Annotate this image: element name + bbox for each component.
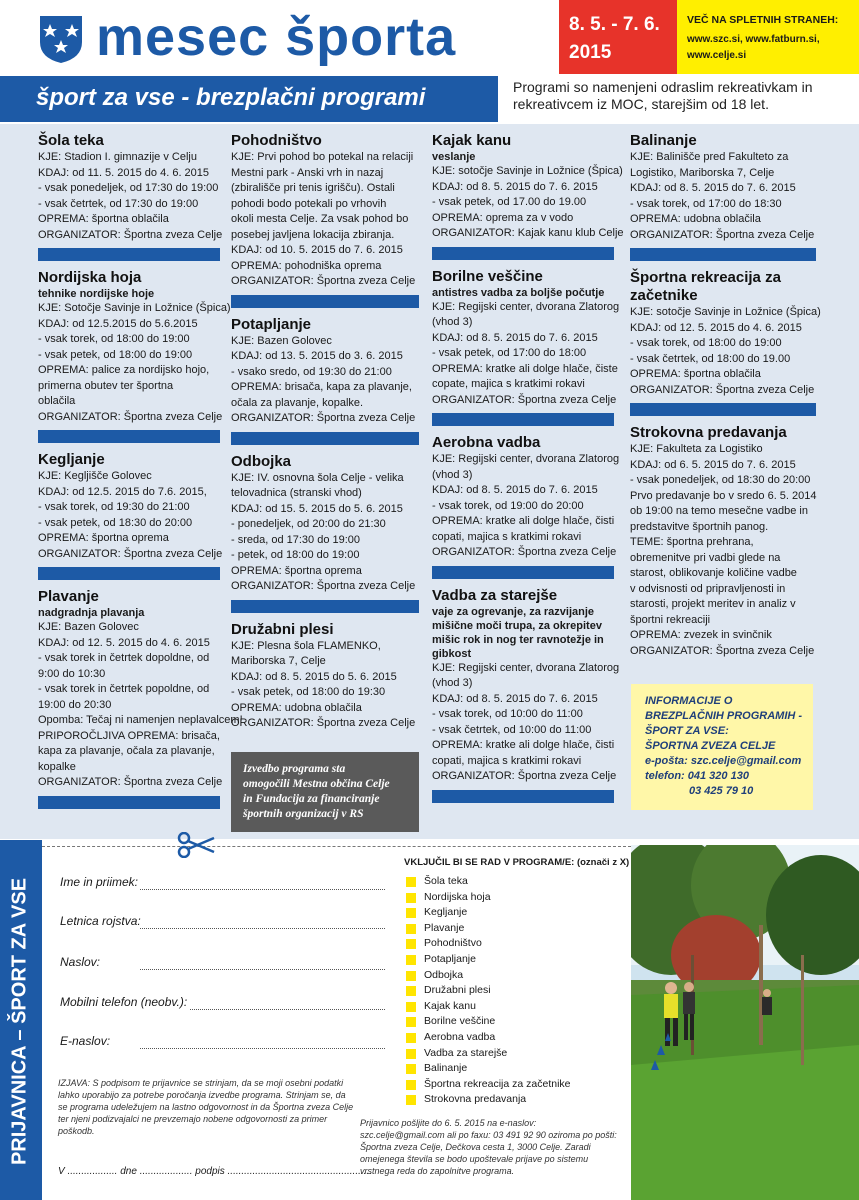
program-detail: ob 19:00 na temo mesečne vadbe in [630,505,808,517]
program-detail: KDAJ: od 13. 5. 2015 do 3. 6. 2015 [231,350,403,362]
program-detail: ORGANIZATOR: Športna zveza Celje [38,410,223,423]
program-section [38,132,223,261]
program-detail: KDAJ: od 15. 5. 2015 do 5. 6. 2015 [231,502,403,515]
section-divider [38,796,220,809]
program-detail: KJE: sotočje Savinje in Ložnice (Špica) [432,165,623,177]
program-detail: Mestni park - Anski vrh in nazaj [231,166,384,179]
brand-title: mesec športa [96,7,457,67]
info-box [631,684,813,810]
info-line: ŠPORT ZA VSE: [645,725,729,737]
program-title: Kajak kanu [432,132,512,149]
program-detail: kapa za plavanje, očala za plavanje, [38,745,215,757]
section-divider [231,600,419,613]
program-subtitle: vaje za ogrevanje, za razvijanje mišične moči trupa, za okrepitev mišic rok in nog ter ravnotežje in gibkost [432,605,604,660]
scissors-icon [176,832,216,858]
cut-line [42,846,631,847]
program-title: Pohodništvo [231,132,322,149]
web-title: VEČ NA SPLETNIH STRANEH: [687,14,839,26]
section-divider [432,790,614,803]
program-detail: OPREMA: palice za nordijsko hojo, [38,364,210,376]
program-title: Športna rekreacija za začetnike [630,269,781,304]
program-checkbox-label: Nordijska hoja [424,890,491,903]
program-checkbox-label: Družabni plesi [424,984,491,997]
program-title: Družabni plesi [231,620,334,638]
program-detail: KDAJ: od 12.5.2015 do 5.6.2015 [38,317,198,330]
program-detail: KJE: IV. osnovna šola Celje - velika [231,471,404,484]
program-detail: KDAJ: od 10. 5. 2015 do 7. 6. 2015 [231,244,403,256]
program-title: Strokovna predavanja [630,424,787,441]
program-checkbox[interactable] [406,1017,416,1027]
program-column-4 [630,132,821,659]
program-detail: KJE: Kegljišče Golovec [38,470,152,482]
program-checkbox[interactable] [406,955,416,965]
program-checkbox[interactable] [406,1033,416,1043]
program-detail: predstavitve športnih panog. [630,520,769,533]
program-checkbox-label: Kajak kanu [424,999,476,1012]
program-detail: KDAJ: od 6. 5. 2015 do 7. 6. 2015 [630,458,796,471]
program-detail: kopalke [38,760,76,773]
program-detail: - vsak torek, od 18:00 do 19:00 [38,333,190,345]
program-subtitle: veslanje [432,151,476,163]
program-column-1 [38,132,243,817]
program-detail: KJE: Balinišče pred Fakulteto za [630,151,789,163]
date-year: 2015 [569,42,612,63]
program-detail: OPREMA: udobna oblačila [630,213,761,225]
program-detail: OPREMA: zvezek in svinčnik [630,629,772,641]
program-detail: - vsak torek, od 18:00 do 19:00 [630,337,782,349]
program-detail: KDAJ: od 8. 5. 2015 do 7. 6. 2015 [432,692,598,705]
program-detail: - vsako sredo, od 19:30 do 21:00 [231,365,392,378]
program-section [630,269,821,416]
program-detail: Opomba: Tečaj ni namenjen neplavalcem! [38,714,243,726]
program-section [432,267,620,427]
program-detail: KDAJ: od 8. 5. 2015 do 5. 6. 2015 [231,670,397,683]
program-checkbox[interactable] [406,1002,416,1012]
program-detail: KJE: sotočje Savinje in Ložnice (Špica) [630,306,821,318]
program-detail: - vsak torek, od 19:30 do 21:00 [38,501,190,513]
program-detail: ORGANIZATOR: Športna zveza Celje [231,275,416,287]
program-detail: ORGANIZATOR: Športna zveza Celje [231,580,416,592]
program-detail: - vsak ponedeljek, od 18:30 do 20:00 [630,474,811,486]
field-label-email: E-naslov: [60,1034,111,1048]
program-checkbox-label: Borilne veščine [424,1015,496,1028]
program-title: Kegljanje [38,451,105,468]
sponsor-line: in Fundacija za financiranje [243,793,380,805]
side-label-text: PRIJAVNICA – ŠPORT ZA VSE [8,877,31,1166]
sponsor-note [231,752,419,832]
program-detail: - vsak torek in četrtek dopoldne, od [38,652,210,664]
program-section [231,621,419,732]
program-detail: KDAJ: od 12.5. 2015 do 7.6. 2015, [38,485,207,498]
program-detail: ORGANIZATOR: Športna zveza Celje [630,383,815,396]
program-detail: ORGANIZATOR: Športna zveza Celje [630,644,815,657]
program-checkbox[interactable] [406,908,416,918]
birth-year-input[interactable] [140,927,385,929]
program-detail: ORGANIZATOR: Športna zveza Celje [231,717,416,729]
field-label-birth-year: Letnica rojstva: [60,914,141,928]
intro-text: Programi so namenjeni odraslim rekreativkam in rekreativcem iz MOC, starejšim od 18 let. [513,79,813,112]
program-detail: - vsak torek, od 19:00 do 20:00 [432,499,584,512]
program-detail: v odvisnosti od pripravljenosti in [630,582,786,595]
web-link-celje[interactable]: www.celje.si [687,50,747,61]
program-detail: (vhod 3) [432,468,473,481]
program-detail: Prvo predavanje bo v sredo 6. 5. 2014 [630,489,817,502]
program-detail: - vsak torek in četrtek popoldne, od [38,683,210,695]
info-line: ŠPORTNA ZVEZA CELJE [645,740,776,752]
program-detail: OPREMA: športna oblačila [38,213,169,225]
program-detail: ORGANIZATOR: Športna zveza Celje [630,228,815,241]
sponsor-line: omogočili Mestna občina Celje [243,778,390,790]
field-label-address: Naslov: [60,955,101,969]
program-detail: pohodi bodo potekali po vrhovih [231,197,387,210]
program-title: Vadba za starejše [432,586,558,604]
program-detail: (zbirališče pri tenis igrišču). Ostali [231,182,395,194]
program-detail: KJE: Fakulteta za Logistiko [630,443,763,455]
program-checkbox[interactable] [406,986,416,996]
program-detail: KJE: Regijski center, dvorana Zlatorog [432,661,620,674]
email-input[interactable] [140,1047,385,1049]
program-detail: Logistiko, Mariborska 7, Celje [630,166,775,179]
program-detail: - vsak petek, od 17:00 do 18:00 [432,347,587,359]
program-detail: ORGANIZATOR: Športna zveza Celje [38,776,223,788]
program-checkbox-label: Kegljanje [424,906,468,919]
program-title: Šola teka [38,132,104,149]
program-subtitle: nadgradnja plavanja [38,607,145,619]
program-detail: obremenitve pri vadbi glede na [630,551,781,564]
section-divider [38,430,220,443]
program-detail: KDAJ: od 8. 5. 2015 do 7. 6. 2015 [432,331,598,344]
program-detail: copate, majica s kratkimi rokavi [432,378,585,390]
program-section [231,453,419,613]
program-title: Odbojka [231,452,292,470]
program-detail: ORGANIZATOR: Kajak kanu klub Celje [432,227,624,239]
send-instructions: Prijavnico pošljite do 6. 5. 2015 na e-naslov: szc.celje@gmail.com ali po faxu: 03 491 92 90 oziroma po pošti: Športna zveza Celje, Dečkova cesta 1, 3000 Celje. Zaradi omejenega števila se bodo upoštevale prijave po sistemu vrstnega reda do zapolnitve programa. [360,1118,617,1176]
program-column-2 [231,132,419,732]
program-checkbox-label: Strokovna predavanja [424,1093,527,1106]
celje-crest-icon [38,14,84,64]
program-checkbox-label: Šola teka [424,875,468,887]
program-detail: KDAJ: od 11. 5. 2015 do 4. 6. 2015 [38,166,210,179]
program-detail: - vsak ponedeljek, od 17:30 do 19:00 [38,182,219,194]
program-column-3 [432,132,624,811]
section-divider [630,403,816,416]
program-detail: okoli mesta Celje. Za vsak pohod bo [231,213,409,225]
program-detail: KJE: Plesna šola FLAMENKO, [231,639,381,652]
section-divider [231,295,419,308]
program-detail: KJE: Sotočje Savinje in Ložnice (Špica) [38,302,231,314]
program-detail: ORGANIZATOR: Športna zveza Celje [432,770,617,782]
program-checkbox[interactable] [406,939,416,949]
program-detail: ORGANIZATOR: Športna zveza Celje [432,393,617,406]
program-detail: copati, majica s kratkimi rokavi [432,754,582,767]
program-section [432,586,620,803]
program-detail: OPREMA: športna oprema [231,564,362,577]
program-detail: - vsak torek, od 10:00 do 11:00 [432,708,583,720]
program-section [38,269,231,443]
banner-title: šport za vse - brezplačni programi [36,84,426,111]
program-detail: (vhod 3) [432,316,473,328]
program-detail: (vhod 3) [432,677,473,689]
program-title: Nordijska hoja [38,269,142,286]
program-detail: KJE: Bazen Golovec [38,621,139,633]
program-detail: OPREMA: oprema za v vodo [432,211,574,224]
program-detail: OPREMA: udobna oblačila [231,701,362,714]
program-checkbox[interactable] [406,1095,416,1105]
program-section [231,132,419,308]
program-detail: očala za plavanje, kopalke. [231,396,364,409]
program-detail: KDAJ: od 8. 5. 2015 do 7. 6. 2015 [432,484,598,496]
program-detail: ORGANIZATOR: Športna zveza Celje [231,412,416,424]
program-title: Balinanje [630,132,697,149]
program-checkbox-label: Odbojka [424,968,464,981]
program-detail: KJE: Regijski center, dvorana Zlatorog [432,453,620,465]
program-detail: KJE: Stadion I. gimnazije v Celju [38,151,197,163]
web-box [677,0,859,74]
program-checkbox-label: Balinanje [424,1062,468,1075]
date-range: 8. 5. - 7. 6. [569,14,660,35]
program-detail: - vsak petek, od 18:00 do 19:30 [231,686,386,698]
program-detail: OPREMA: športna oblačila [630,368,761,380]
program-detail: starost, oblikovanje količine vadbe [630,567,797,579]
program-title: Aerobna vadba [432,434,541,451]
program-checkbox[interactable] [406,1064,416,1074]
program-checkbox-label: Vadba za starejše [424,1046,508,1059]
section-divider [432,413,614,426]
program-checkbox[interactable] [406,877,416,887]
program-detail: - vsak petek, od 18:00 do 19:00 [38,348,193,361]
program-detail: Mariborska 7, Celje [231,655,326,667]
program-title: Plavanje [38,588,99,605]
name-input[interactable] [140,888,385,890]
program-detail: KDAJ: od 12. 5. 2015 do 4. 6. 2015 [38,636,210,649]
program-detail: - petek, od 18:00 do 19:00 [231,549,360,561]
program-detail: starosti, projekt meritev in analiz v [630,598,796,610]
section-divider [38,567,220,580]
date-box [559,0,677,74]
program-section [38,451,223,580]
field-label-mobile: Mobilni telefon (neobv.): [60,995,188,1009]
sponsor-line: Izvedbo programa sta [243,763,346,775]
program-subtitle: antistres vadba za boljše počutje [432,286,605,299]
program-subtitle: tehnike nordijske hoje [38,288,155,300]
address-input[interactable] [140,968,385,970]
program-detail: športni rekreaciji [630,613,711,626]
program-detail: oblačila [38,395,76,407]
program-section [432,132,624,260]
program-detail: - vsak četrtek, od 10:00 do 11:00 [432,723,592,736]
info-line: INFORMACIJE O [645,695,733,707]
program-section [231,316,419,445]
info-phone-2: 03 425 79 10 [689,785,754,797]
program-section [630,132,816,261]
section-divider [432,566,614,579]
program-detail: KJE: Bazen Golovec [231,334,332,347]
program-detail: OPREMA: kratke ali dolge hlače, čiste [432,362,618,375]
program-checkbox[interactable] [406,893,416,903]
program-detail: copati, majica s kratkimi rokavi [432,530,582,543]
program-detail: - vsak petek, od 17.00 do 19.00 [432,196,587,208]
program-checkbox-label: Aerobna vadba [424,1031,496,1043]
program-detail: - vsak petek, od 18:30 do 20:00 [38,516,193,529]
section-divider [630,248,816,261]
program-detail: telovadnica (stranski vhod) [231,487,362,499]
banner [0,76,498,122]
info-email[interactable]: e-pošta: szc.celje@gmail.com [645,755,802,767]
program-checkbox-label: Pohodništvo [424,937,482,950]
program-checkbox-label: Športna rekreacija za začetnike [424,1077,571,1090]
program-detail: - vsak četrtek, od 18:00 do 19.00 [630,352,791,365]
program-detail: ORGANIZATOR: Športna zveza Celje [38,547,223,560]
program-detail: - ponedeljek, od 20:00 do 21:30 [231,518,386,530]
program-detail: OPREMA: kratke ali dolge hlače, čisti [432,515,615,527]
program-detail: OPREMA: pohodniška oprema [231,259,382,272]
program-detail: - sreda, od 17:30 do 19:00 [231,533,361,546]
info-line: BREZPLAČNIH PROGRAMIH - [645,710,803,722]
join-title: VKLJUČIL BI SE RAD V PROGRAM/E: (označi z X) [404,857,630,868]
web-links[interactable]: www.szc.si, www.fatburn.si, [687,34,820,45]
program-detail: KDAJ: od 12. 5. 2015 do 4. 6. 2015 [630,321,802,334]
side-label [0,840,42,1200]
program-detail: - vsak četrtek, od 17:30 do 19:00 [38,197,199,210]
program-title: Borilne veščine [432,267,543,285]
program-detail: KDAJ: od 8. 5. 2015 do 7. 6. 2015 [432,180,598,193]
program-detail: KJE: Prvi pohod bo potekal na relaciji [231,151,414,163]
info-phone: telefon: 041 320 130 [645,770,749,782]
program-detail: OPREMA: brisača, kapa za plavanje, [231,381,412,393]
sponsor-line: športnih organizacij v RS [243,808,364,820]
program-detail: KJE: Regijski center, dvorana Zlatorog [432,300,620,313]
program-detail: OPREMA: športna oprema [38,532,169,544]
program-section [38,588,243,809]
program-checkbox-label: Potapljanje [424,953,476,965]
program-detail: ORGANIZATOR: Športna zveza Celje [432,546,617,558]
consent-statement: IZJAVA: S podpisom te prijavnice se strinjam, da se moji osebni podatki lahko uporabijo za potrebe poročanja izvedbe programa. Strinjam se, da se programa udeležujem na lastno odgovornost in da Športna zveza Celje ter njeni podizvajalci ne prevzemajo nobene odgovornosti za primer poškodb. [58,1078,354,1136]
section-divider [38,248,220,261]
program-checkbox[interactable] [406,1049,416,1059]
program-checkbox-label: Plavanje [424,921,465,934]
program-detail: PRIPOROČLJIVA OPREMA: brisača, [38,729,220,742]
program-checkbox[interactable] [406,1080,416,1090]
program-checkbox[interactable] [406,971,416,981]
program-section [630,424,816,659]
program-detail: 9:00 do 10:30 [38,667,106,680]
program-detail: TEME: športna prehrana, [630,536,754,548]
program-detail: primerna obutev ter športna [38,379,174,392]
program-detail: ORGANIZATOR: Športna zveza Celje [38,228,223,241]
section-divider [231,432,419,445]
signature-line[interactable]: V .................. dne ................... podpis .................................................... [58,1166,372,1177]
program-checkbox[interactable] [406,924,416,934]
program-detail: KDAJ: od 8. 5. 2015 do 7. 6. 2015 [630,182,796,194]
program-title: Potapljanje [231,315,312,333]
program-detail: OPREMA: kratke ali dolge hlače, čisti [432,739,615,751]
mobile-input[interactable] [190,1008,385,1010]
section-divider [432,247,614,260]
program-detail: posebej javljena lokacija zbiranja. [231,228,395,241]
park-photo [631,845,859,1200]
program-detail: - vsak torek, od 17:00 do 18:30 [630,197,782,210]
program-detail: 19:00 do 20:30 [38,698,112,711]
field-label-name: Ime in priimek: [60,875,139,889]
program-section [432,434,620,579]
